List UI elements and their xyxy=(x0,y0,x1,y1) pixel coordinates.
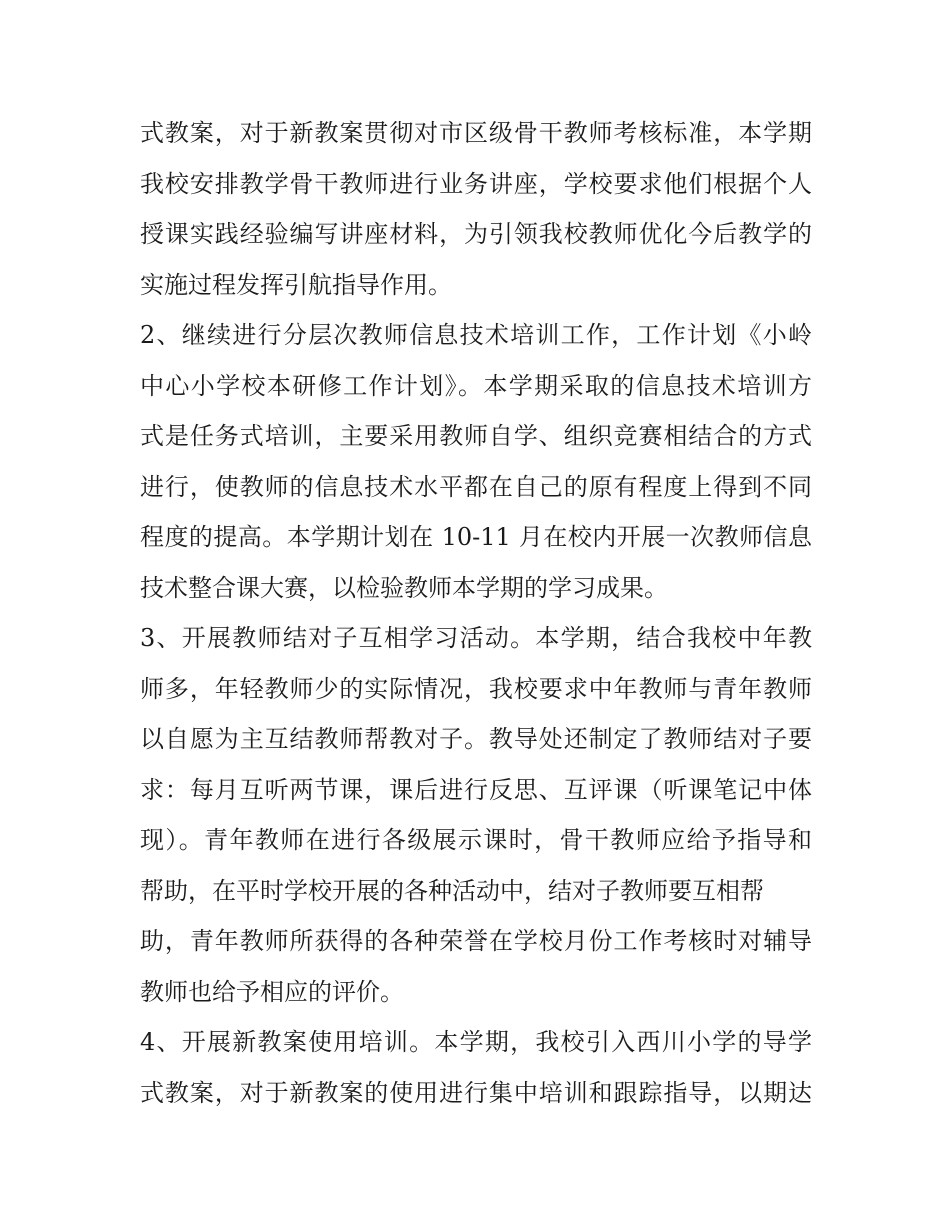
text-line: 2、继续进行分层次教师信息技术培训工作，工作计划《小岭 xyxy=(140,321,812,349)
text-line: 式是任务式培训，主要采用教师自学、组织竞赛相结合的方式 xyxy=(140,422,812,450)
text-line: 程度的提高。本学期计划在 10-11 月在校内开展一次教师信息 xyxy=(140,523,812,551)
document-body xyxy=(140,108,812,1118)
text-line: 授课实践经验编写讲座材料，为引领我校教师优化今后教学的 xyxy=(140,220,812,248)
text-line: 以自愿为主互结教师帮教对子。教导处还制定了教师结对子要 xyxy=(140,725,812,753)
text-line: 式教案，对于新教案贯彻对市区级骨干教师考核标准，本学期 xyxy=(140,119,812,147)
text-line: 帮助，在平时学校开展的各种活动中，结对子教师要互相帮 xyxy=(140,876,764,905)
text-line: 实施过程发挥引航指导作用。 xyxy=(140,270,452,299)
text-line: 进行，使教师的信息技术水平都在自己的原有程度上得到不同 xyxy=(140,472,812,501)
text-line: 3、开展教师结对子互相学习活动。本学期，结合我校中年教 xyxy=(140,624,812,652)
text-line: 助，青年教师所获得的各种荣誉在学校月份工作考核时对辅导 xyxy=(140,927,812,955)
text-line: 式教案，对于新教案的使用进行集中培训和跟踪指导，以期达 xyxy=(140,1078,812,1107)
text-line: 师多，年轻教师少的实际情况，我校要求中年教师与青年教师 xyxy=(140,674,812,703)
text-line: 求：每月互听两节课，课后进行反思、互评课（听课笔记中体 xyxy=(140,775,812,804)
text-line: 技术整合课大赛，以检验教师本学期的学习成果。 xyxy=(140,573,668,602)
text-line: 我校安排教学骨干教师进行业务讲座，学校要求他们根据个人 xyxy=(140,169,812,198)
text-line: 4、开展新教案使用培训。本学期，我校引入西川小学的导学 xyxy=(140,1028,812,1056)
text-line: 教师也给予相应的评价。 xyxy=(140,977,404,1006)
text-line: 现）。青年教师在进行各级展示课时，骨干教师应给予指导和 xyxy=(140,826,812,854)
text-line: 中心小学校本研修工作计划》。本学期采取的信息技术培训方 xyxy=(140,371,812,400)
